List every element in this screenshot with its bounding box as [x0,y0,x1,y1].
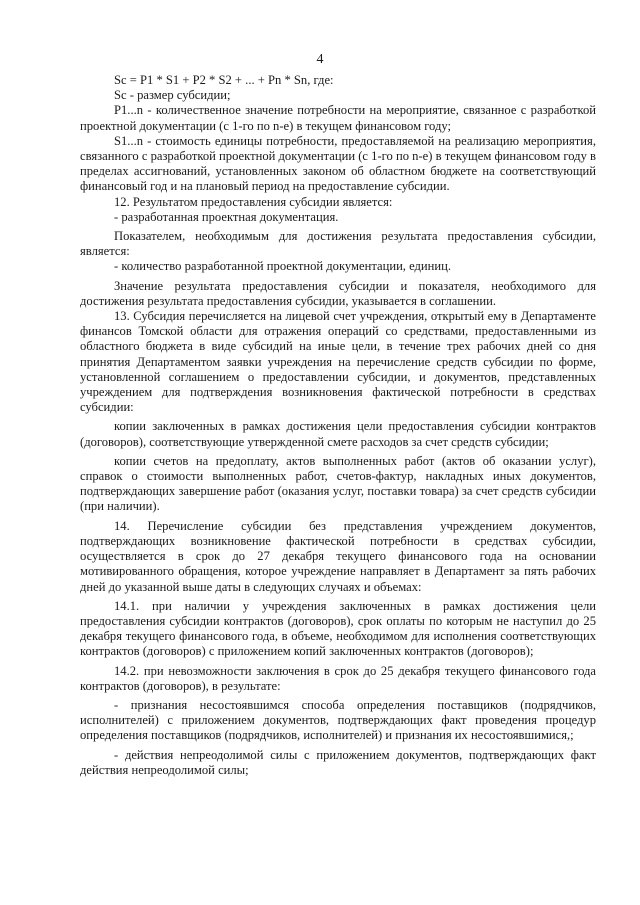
clause-14: 14. Перечисление субсидии без представления учреждением документов, подтверждающих возникновение фактической потребности в средствах субсидии, осуществляется в срок до 27 декабря текущего финансового года на основании мотивированного обращения, которое учреждение направляет в Департамент за пять рабочих дней до указанной выше даты в следующих случаях и объемах: [80,518,596,594]
result-value-paragraph: Значение результата предоставления субсидии и показателя, необходимого для достижения результата предоставления субсидии, указывается в соглашении. [80,278,596,308]
document-body [80,73,596,778]
clause-14-2-item-procurement: - признания несостоявшимся способа определения поставщиков (подрядчиков, исполнителей) с приложением документов, подтверждающих факт проведения процедур определения поставщиков (подрядчиков, исполнителей) и признания их несостоявшимися,; [80,697,596,743]
clause-13: 13. Субсидия перечисляется на лицевой счет учреждения, открытый ему в Департаменте финансов Томской области для отражения операций со средствами, предоставленными из областного бюджета в виде субсидий на иные цели, в течение трех рабочих дней со дня принятия Департаментом заявки учреждения на перечисление средств субсидии по форме, установленной соглашением о предоставлении субсидии, и документов, представленных учреждением для подтверждения возникновения фактической потребности в средствах субсидии: [80,309,596,415]
clause-14-2: 14.2. при невозможности заключения в срок до 25 декабря текущего финансового года контрактов (договоров), в результате: [80,663,596,693]
clause-12-result: - разработанная проектная документация. [114,209,339,224]
indicator-item: - количество разработанной проектной документации, единиц. [114,259,452,274]
clause-13-item-contracts: копии заключенных в рамках достижения цели предоставления субсидии контрактов (договоров), соответствующие утвержденной смете расходов за счет средств субсидии; [80,419,596,449]
clause-14-1: 14.1. при наличии у учреждения заключенных в рамках достижения цели предоставления субсидии контрактов (договоров), срок оплаты по которым не наступил до 25 декабря текущего финансового года, в объеме, необходимом для исполнения соответствующих контрактов (договоров) с приложением копий заключенных контрактов (договоров); [80,598,596,659]
definition-p: P1...n - количественное значение потребности на мероприятие, связанное с разработкой проектной документации (с 1-го по n-е) в текущем финансовом году; [80,103,596,133]
definition-sc: Sc - размер субсидии; [114,88,231,103]
page-number: 4 [316,52,324,67]
clause-14-2-item-force-majeure: - действия непреодолимой силы с приложением документов, подтверждающих факт действия непреодолимой силы; [80,747,596,777]
formula-line: Sc = P1 * S1 + P2 * S2 + ... + Pn * Sn, где: [114,73,334,87]
clause-13-item-invoices: копии счетов на предоплату, актов выполненных работ (актов об оказании услуг), справок о стоимости выполненных работ, счетов-фактур, накладных иных документов, подтверждающих завершение работ (оказания услуг, поставки товара) за счет средств субсидии (при наличии). [80,453,596,514]
indicator-paragraph: Показателем, необходимым для достижения результата предоставления субсидии, является: [80,229,596,259]
clause-12: 12. Результатом предоставления субсидии является: [114,194,393,209]
definition-s: S1...n - стоимость единицы потребности, предоставляемой на реализацию мероприятия, связанного с разработкой проектной документации (с 1-го по n-е) в текущем финансовом году в пределах ассигнований, установленных законом об областном бюджете на соответствующий финансовый год и на плановый период на предоставление субсидии. [80,133,596,194]
